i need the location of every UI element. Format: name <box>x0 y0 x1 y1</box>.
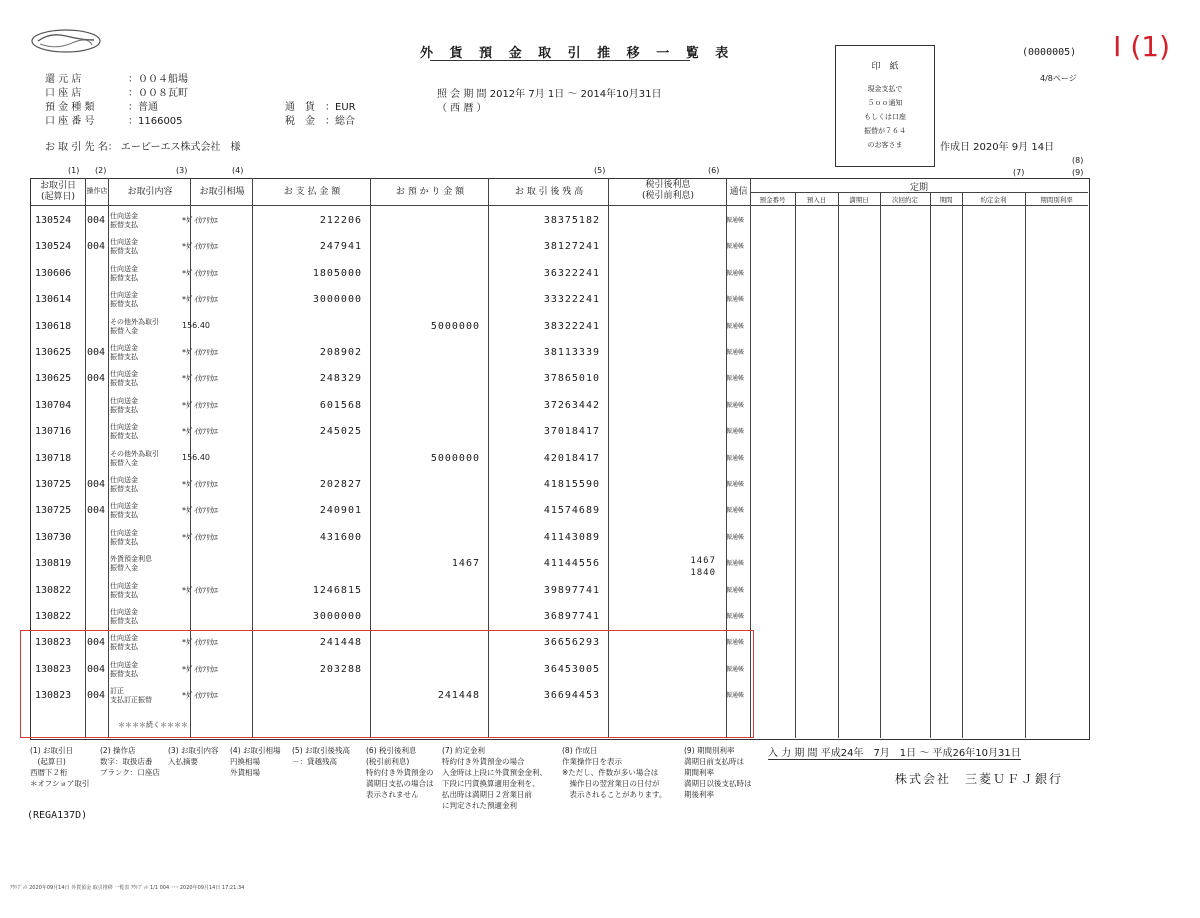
input-period: 入 力 期 間 平成24年 7月 1日 ～ 平成26年10月31日 <box>768 744 1021 760</box>
header-fixed: 定期 <box>909 183 928 193</box>
cell-op: 004 <box>87 241 106 253</box>
cell-pay: 212206 <box>319 215 362 226</box>
cell-pay: 431600 <box>319 531 362 543</box>
cell-date: 130524 <box>35 241 72 253</box>
cell-content: 仕向送金 振替支払 <box>110 264 138 282</box>
cell-op: 004 <box>87 347 106 358</box>
table-row <box>30 606 1088 632</box>
cell-rate: *ﾀﾞｲｶﾌﾘｶｴ <box>182 506 218 516</box>
stamp-line: もしくは口座 <box>864 113 906 121</box>
cell-rate: 156.40 <box>182 320 210 330</box>
header-fixed-sub: 約定金利 <box>980 196 1007 204</box>
column-number: (3) <box>176 166 188 175</box>
header-fixed-sub: 期間別利率 <box>1040 196 1073 204</box>
highlight-box <box>20 630 754 738</box>
cell-ch: 振通帳 <box>726 560 745 568</box>
cell-op: 004 <box>87 690 106 702</box>
cell-bal: 36694453 <box>543 690 600 702</box>
footer-note: (2) 操作店 数字：取扱店番 ブランク：口座店 <box>100 746 160 777</box>
cell-pay: 1246815 <box>312 584 362 596</box>
cell-content: 外貨預金利息 振替入金 <box>110 555 152 573</box>
footer-note: (7) 約定金利 特約付き外貨預金の場合 入金時は上段に外貨預金金利、 下段に円貨換算適用金利を、 払出時は満期日２営業日前 に判定された預適金利 <box>442 746 547 810</box>
created-date: 作成日 2020年 9月 14日 <box>940 142 1055 153</box>
cell-pay: 203288 <box>319 663 362 675</box>
cell-bal: 38127241 <box>543 241 600 253</box>
table-row <box>30 342 1088 368</box>
deposit-type-value: ：普通 <box>128 102 158 113</box>
cell-date: 130716 <box>35 426 72 438</box>
cell-content: 仕向送金 振替支払 <box>110 423 138 441</box>
cell-dep: 5000000 <box>430 320 480 332</box>
cell-date: 130614 <box>35 294 72 306</box>
bank-seal-logo <box>30 28 102 54</box>
header-rate: お取引相場 <box>199 187 245 197</box>
table-row <box>30 316 1088 342</box>
footer-note: (8) 作成日 作業操作日を表示 ※ただし、件数が多い場合は 操作日の翌営業日の日付が 表示されることがあります。 <box>562 746 667 799</box>
header-balance: お 取 引 後 残 高 <box>514 187 584 197</box>
cell-pay: 601568 <box>319 399 362 411</box>
table-row <box>30 368 1088 394</box>
cell-pay: 240901 <box>319 505 362 517</box>
cell-bal: 41143089 <box>543 531 600 543</box>
header-interest: 税引後利息 (税引前利息) <box>641 180 695 201</box>
cell-rate: *ﾀﾞｲｶﾌﾘｶｴ <box>182 664 218 674</box>
cell-op: 004 <box>87 505 106 517</box>
footer-note: (4) お取引相場 円換相場 外貨相場 <box>230 746 281 777</box>
account-number-label: 口 座 番 号 <box>45 116 95 127</box>
footer-note: (3) お取引内容 入払摘要 <box>168 746 219 766</box>
cell-bal: 41144556 <box>543 558 600 570</box>
form-code: (REGA137D) <box>27 810 88 821</box>
cell-pay: 245025 <box>319 426 362 438</box>
cell-rate: *ﾀﾞｲｶﾌﾘｶｴ <box>182 638 218 648</box>
header-fixed-sub: 期間 <box>939 196 953 204</box>
cell-date: 130725 <box>35 479 72 490</box>
cell-pay: 3000000 <box>312 611 362 622</box>
cell-content: 仕向送金 振替支払 <box>110 212 138 229</box>
table-row <box>30 474 1088 500</box>
cell-date: 130725 <box>35 505 72 517</box>
table-row <box>30 580 1088 606</box>
cell-op: 004 <box>87 479 106 490</box>
cell-date: 130618 <box>35 320 72 332</box>
cell-date: 130822 <box>35 584 72 596</box>
cell-content: 仕向送金 振替支払 <box>110 370 138 388</box>
cell-rate: *ﾀﾞｲｶﾌﾘｶｴ <box>182 268 218 278</box>
handling-branch-label: 還 元 店 <box>45 74 82 85</box>
customer-name: お 取 引 先 名： エーピーエス株式会社 様 <box>45 142 241 153</box>
cell-bal: 38113339 <box>543 347 600 358</box>
cell-date: 130524 <box>35 215 72 226</box>
cell-date: 130718 <box>35 452 72 464</box>
cell-date: 130823 <box>35 690 72 702</box>
cell-pay: 248329 <box>319 373 362 385</box>
stamp-line: のお客さま <box>867 141 903 149</box>
document-id: (0000005) <box>1022 47 1077 58</box>
cell-pay: 247941 <box>319 241 362 253</box>
page-number: 4/8ページ <box>1040 74 1077 83</box>
bank-name: 株式会社 三菱ＵＦＪ銀行 <box>895 772 1064 786</box>
cell-content: 仕向送金 振替支払 <box>110 291 138 309</box>
cell-dep: 5000000 <box>430 452 480 464</box>
cell-pay: 202827 <box>319 479 362 490</box>
cell-bal: 38322241 <box>543 320 600 332</box>
cell-ch: 振通帳 <box>726 665 745 673</box>
cell-bal: 37263442 <box>543 399 600 411</box>
header-date: お取引日 (起算日) <box>39 181 76 202</box>
cell-bal: 38375182 <box>543 215 600 226</box>
cell-bal: 41574689 <box>543 505 600 517</box>
cell-int: 1467 1840 <box>690 556 716 579</box>
column-number: (5) <box>594 166 606 175</box>
table-row <box>30 527 1088 553</box>
cell-ch: 振通帳 <box>726 481 745 488</box>
cell-bal: 39897741 <box>543 584 600 596</box>
column-number: (4) <box>232 166 244 175</box>
cell-rate: *ﾀﾞｲｶﾌﾘｶｴ <box>182 216 218 225</box>
cell-ch: 振通帳 <box>726 533 745 541</box>
cell-date: 130823 <box>35 663 72 675</box>
header-op-branch: 操作店 <box>86 187 108 195</box>
inquiry-period: 照 会 期 間 2012年 7月 1日 ～ 2014年10月31日 <box>437 89 662 100</box>
cell-ch: 振通帳 <box>726 401 745 409</box>
cell-bal: 36322241 <box>543 267 600 279</box>
cell-ch: 振通帳 <box>726 586 745 594</box>
revenue-stamp-box <box>835 45 935 167</box>
cell-date: 130625 <box>35 373 72 385</box>
cell-content: 仕向送金 振替支払 <box>110 238 138 256</box>
table-row <box>30 553 1088 579</box>
tax-label: 税 金 <box>285 116 315 127</box>
footer-note: (9) 期間別利率 満期日前支払時は 期間利率 満期日以後支払時は 期後利率 <box>684 746 752 799</box>
cell-rate: *ﾀﾞｲｶﾌﾘｶｴ <box>182 691 218 701</box>
cell-date: 130819 <box>35 558 72 570</box>
cell-date: 130606 <box>35 267 72 279</box>
account-number-value: ：1166005 <box>128 116 183 127</box>
cell-date: 130730 <box>35 531 72 543</box>
column-number: (9) <box>1072 168 1084 177</box>
cell-ch: 振通帳 <box>726 613 745 620</box>
cell-ch: 振通帳 <box>726 639 745 647</box>
stamp-line: ５ｏｏ通知 <box>867 99 903 107</box>
cell-ch: 振通帳 <box>726 243 745 251</box>
cell-content: 仕向送金 振替支払 <box>110 608 138 625</box>
header-payment: お 支 払 金 額 <box>283 187 341 197</box>
cell-bal: 42018417 <box>543 452 600 464</box>
stamp-line: 現金支払で <box>867 85 903 93</box>
cell-content: 仕向送金 振替支払 <box>110 528 138 546</box>
cell-content: 仕向送金 振替支払 <box>110 476 138 493</box>
cell-ch: 振通帳 <box>726 269 745 277</box>
cell-rate: *ﾀﾞｲｶﾌﾘｶｴ <box>182 427 218 437</box>
cell-content: 仕向送金 振替支払 <box>110 344 138 361</box>
cell-bal: 37865010 <box>543 373 600 385</box>
deposit-type-label: 預 金 種 類 <box>45 102 95 113</box>
header-fixed-sub: 満期日 <box>849 196 869 204</box>
table-row <box>30 395 1088 421</box>
cell-pay: 1805000 <box>312 267 362 279</box>
calendar-era: （ 西 暦 ） <box>437 103 487 114</box>
header-fixed-sub: 次回約定 <box>892 196 918 204</box>
table-row <box>30 500 1088 526</box>
column-number: (1) <box>68 166 80 175</box>
account-branch-value: ：００８瓦町 <box>128 88 188 99</box>
cell-bal: 36453005 <box>543 663 600 675</box>
cell-ch: 振通帳 <box>726 507 745 515</box>
cell-rate: *ﾀﾞｲｶﾌﾘｶｴ <box>182 348 218 357</box>
table-row <box>30 448 1088 474</box>
footer-note: (5) お取引後残高 －：貸越残高 <box>292 746 351 766</box>
cell-bal: 37018417 <box>543 426 600 438</box>
cell-pay: 241448 <box>319 637 362 649</box>
cell-content: その他外為取引 振替入金 <box>110 449 159 467</box>
cell-rate: *ﾀﾞｲｶﾌﾘｶｴ <box>182 480 218 489</box>
table-row <box>30 421 1088 447</box>
cell-ch: 振通帳 <box>726 428 745 436</box>
footer-note: (6) 税引後利息 (税引前利息) 特約付き外貨預金の 満期日支払の場合は 表示されません <box>366 746 434 799</box>
cell-dep: 1467 <box>451 558 480 570</box>
footer-note: (1) お取引日 (起算日) 西暦下２桁 ＊オフショア取引 <box>30 746 90 788</box>
cell-rate: *ﾀﾞｲｶﾌﾘｶｴ <box>182 585 218 595</box>
cell-content: 仕向送金 振替支払 <box>110 581 138 599</box>
cell-date: 130822 <box>35 611 72 622</box>
table-row <box>30 210 1088 236</box>
cell-content: その他外為取引 振替入金 <box>110 317 159 335</box>
print-footer: ｱｳﾄﾌﾟｯﾄ 2020年09月14日 外貨預金 取引推移 一覧表 ｱｳﾄﾌﾟｯﾄ 1/1 004 ･･･ 2020年09月14日 17:21:34 <box>10 885 245 891</box>
table-row <box>30 289 1088 315</box>
cell-pay: 3000000 <box>312 294 362 306</box>
cell-ch: 振通帳 <box>726 375 745 383</box>
tax-value: ：総合 <box>325 116 355 127</box>
cell-bal: 36897741 <box>543 611 600 622</box>
cell-date: 130625 <box>35 347 72 358</box>
header-fixed-sub: 預金番号 <box>759 196 786 204</box>
cell-rate: 156.40 <box>182 452 210 462</box>
account-branch-label: 口 座 店 <box>45 88 82 99</box>
cell-content: 仕向送金 振替支払 <box>110 396 138 414</box>
currency-value: ：EUR <box>325 102 356 113</box>
cell-dep: 241448 <box>437 690 480 702</box>
cell-bal: 36656293 <box>543 637 600 649</box>
column-number: (6) <box>708 166 720 175</box>
cell-rate: *ﾀﾞｲｶﾌﾘｶｴ <box>182 295 218 305</box>
header-content: お取引内容 <box>127 187 173 197</box>
currency-label: 通 貨 <box>285 102 315 113</box>
red-annotation-label: I (1) <box>1113 30 1170 63</box>
header-fixed-sub: 預入日 <box>806 196 827 204</box>
cell-content: 仕向送金 振替支払 <box>110 502 138 520</box>
cell-rate: *ﾀﾞｲｶﾌﾘｶｴ <box>182 374 218 384</box>
column-number: (2) <box>95 166 107 175</box>
cell-content: 仕向送金 振替支払 <box>110 634 138 652</box>
document-title: 外 貨 預 金 取 引 推 移 一 覧 表 <box>420 46 735 61</box>
cell-content: 訂正 支払訂正振替 <box>110 687 152 705</box>
header-channel: 通信 <box>729 187 748 197</box>
cell-ch: 振通帳 <box>726 692 745 700</box>
cell-op: 004 <box>87 215 106 226</box>
cell-ch: 振通帳 <box>726 322 745 330</box>
header-deposit: お 預 か り 金 額 <box>395 187 465 197</box>
column-number: (7) <box>1013 168 1025 177</box>
cell-content: 仕向送金 振替支払 <box>110 660 138 678</box>
title-underline <box>430 60 690 61</box>
cell-bal: 41815590 <box>543 479 600 490</box>
continued-marker: ＊＊＊＊続く＊＊＊＊ <box>118 721 188 729</box>
stamp-title: 印 紙 <box>871 62 899 72</box>
table-row <box>30 263 1088 289</box>
handling-branch-value: ：００４船場 <box>128 74 188 85</box>
cell-ch: 振通帳 <box>726 296 745 304</box>
column-number: (8) <box>1072 156 1084 165</box>
cell-pay: 208902 <box>319 347 362 358</box>
cell-ch: 振通帳 <box>726 349 745 356</box>
cell-op: 004 <box>87 373 106 385</box>
cell-date: 130704 <box>35 399 72 411</box>
cell-op: 004 <box>87 663 106 675</box>
stamp-line: 振替が７６４ <box>864 127 906 135</box>
cell-rate: *ﾀﾞｲｶﾌﾘｶｴ <box>182 532 218 542</box>
cell-rate: *ﾀﾞｲｶﾌﾘｶｴ <box>182 400 218 410</box>
cell-date: 130823 <box>35 637 72 649</box>
table-row <box>30 236 1088 262</box>
cell-bal: 33322241 <box>543 294 600 306</box>
cell-ch: 振通帳 <box>726 217 745 224</box>
cell-rate: *ﾀﾞｲｶﾌﾘｶｴ <box>182 242 218 252</box>
cell-ch: 振通帳 <box>726 454 745 462</box>
cell-op: 004 <box>87 637 106 649</box>
